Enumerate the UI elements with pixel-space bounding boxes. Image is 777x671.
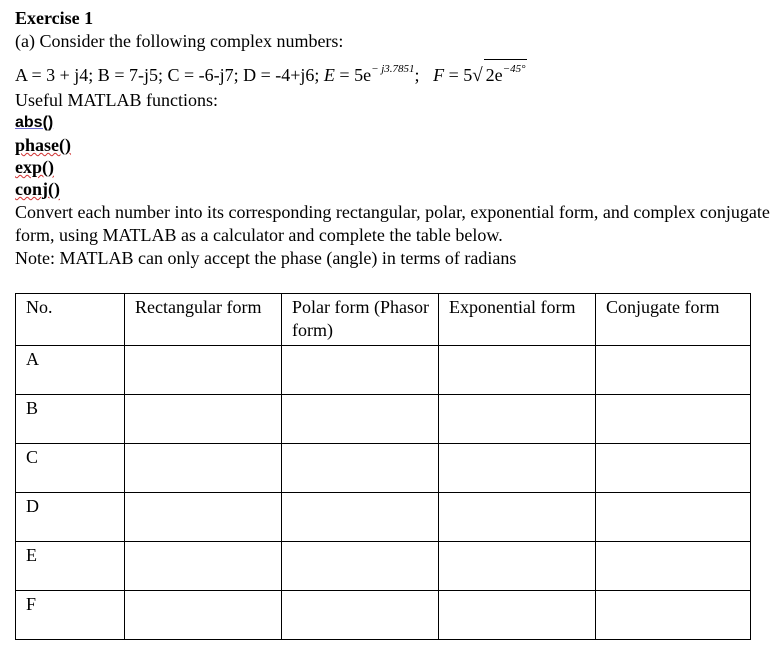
functions-heading: Useful MATLAB functions: [15, 90, 218, 110]
conjugate-cell[interactable] [596, 591, 751, 640]
e-label: E [323, 65, 335, 85]
conjugate-cell[interactable] [596, 444, 751, 493]
header-polar: Polar form (Phasor form) [282, 294, 439, 346]
rectangular-cell[interactable] [125, 493, 282, 542]
f-radicand: $2e^{-45^\circ}$ [484, 59, 528, 84]
note-text: Note: MATLAB can only accept the phase (angle) in terms of radians [15, 248, 517, 268]
header-rectangular: Rectangular form [125, 294, 282, 346]
table-row [16, 591, 751, 640]
function-abs: abs() [15, 114, 54, 131]
table-header-row [16, 294, 751, 346]
header-conjugate: Conjugate form [596, 294, 751, 346]
function-exp: exp() [15, 157, 54, 177]
header-exponential: Exponential form [439, 294, 596, 346]
table-row [16, 444, 751, 493]
rectangular-cell[interactable] [125, 346, 282, 395]
conjugate-cell[interactable] [596, 395, 751, 444]
table-row [16, 542, 751, 591]
row-label: F [16, 591, 125, 640]
row-label: B [16, 395, 125, 444]
table-row [16, 395, 751, 444]
polar-cell[interactable] [282, 493, 439, 542]
function-phase: phase() [15, 135, 72, 155]
polar-cell[interactable] [282, 542, 439, 591]
exercise-title: Exercise 1 [15, 8, 94, 28]
exponential-cell[interactable] [439, 444, 596, 493]
e-value: = 5e [334, 65, 372, 85]
rectangular-cell[interactable] [125, 395, 282, 444]
f-exponent: −45° [502, 63, 526, 75]
separator: ; [414, 65, 420, 85]
row-label: A [16, 346, 125, 395]
row-label: E [16, 542, 125, 591]
rectangular-cell[interactable] [125, 444, 282, 493]
header-no: No. [16, 294, 125, 346]
polar-cell[interactable] [282, 591, 439, 640]
conjugate-cell[interactable] [596, 542, 751, 591]
f-value: = 5 [444, 65, 473, 85]
f-label: F [433, 65, 445, 85]
table-row [16, 493, 751, 542]
polar-cell[interactable] [282, 346, 439, 395]
polar-cell[interactable] [282, 395, 439, 444]
exponential-cell[interactable] [439, 493, 596, 542]
row-label: C [16, 444, 125, 493]
exponential-cell[interactable] [439, 591, 596, 640]
exercise-document [15, 6, 775, 270]
answer-table [15, 293, 751, 640]
exponential-cell[interactable] [439, 542, 596, 591]
part-a-text: (a) Consider the following complex numbers: [15, 31, 344, 51]
abcd-definitions: A = 3 + j4; B = 7-j5; C = -6-j7; D = -4+j6; [15, 65, 320, 85]
conjugate-cell[interactable] [596, 346, 751, 395]
instructions-text: Convert each number into its corresponding rectangular, polar, exponential form, and complex conjugate form, using MATLAB as a calculator and complete the table below. [15, 202, 770, 245]
table-row [16, 346, 751, 395]
rectangular-cell[interactable] [125, 542, 282, 591]
rectangular-cell[interactable] [125, 591, 282, 640]
row-label: D [16, 493, 125, 542]
e-exponent: − j3.7851 [371, 63, 415, 75]
function-conj: conj() [15, 179, 60, 199]
complex-numbers-equation [15, 56, 775, 89]
polar-cell[interactable] [282, 444, 439, 493]
sqrt-icon: √ [472, 65, 483, 86]
conjugate-cell[interactable] [596, 493, 751, 542]
exponential-cell[interactable] [439, 395, 596, 444]
exponential-cell[interactable] [439, 346, 596, 395]
